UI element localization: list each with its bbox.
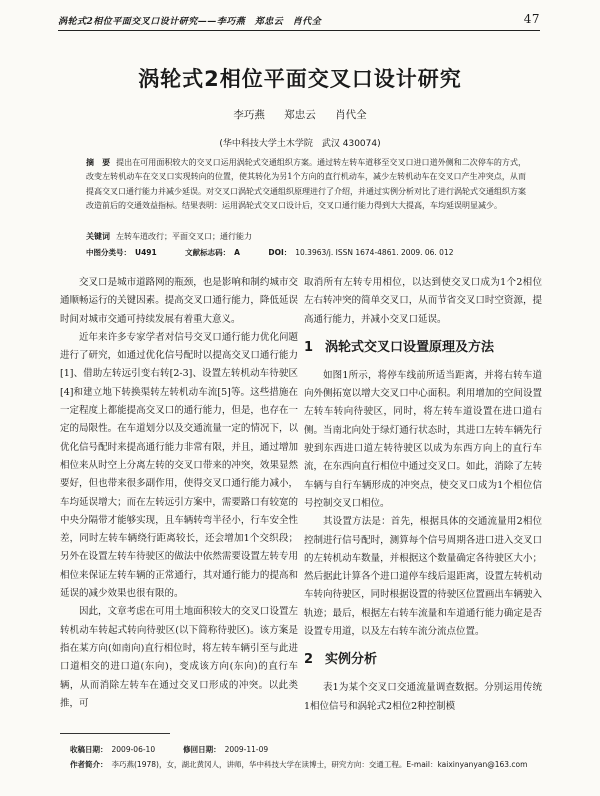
clc-value: U491 [135,248,157,257]
body-paragraph: 其设置方法是：首先，根据具体的交通流量用2相位控制进行信号配时，测算每个信号周期各进口进入交叉口的左转机动车数量，并根据这个数量确定各待驶区大小；然后据此计算各个进口道停车线后退距离，设置左转机动车转向待驶区，同时根据设置的待驶区位置画出车辆驶入轨迹；最后，根据左右转车流量和车道通行能力确定是否设置专用道，以及左右转车流分流点位置。 [304,516,542,638]
keywords [86,230,526,244]
author-2: 郑忠云 [284,109,316,121]
document-code [185,248,240,257]
abstract [86,156,526,213]
author-bio: 李巧燕(1978)，女，湖北黄冈人，讲师，华中科技大学在读博士，研究方向：交通工程。E-mail：kaixinyanyan@163.com [111,760,528,769]
running-head-title: 涡轮式2相位平面交叉口设计研究——李巧燕 郑忠云 肖代全 [58,17,322,27]
left-column [60,274,298,713]
doi-label: DOI： [268,248,292,257]
received-date: 2009-06-10 [111,745,156,754]
author-bio-label: 作者简介： [70,760,108,769]
revised-label: 修回日期： [183,745,221,754]
right-column [304,274,542,716]
abstract-label: 摘 要 [86,158,111,167]
body-paragraph: 取消所有左转专用相位，以达到使交叉口成为1个2相位左右转冲突的简单交叉口，从而节省交叉口时空资源，提高通行能力，并减小交叉口延误。 [304,277,542,325]
body-paragraph: 交叉口是城市道路网的瓶颈，也是影响和制约城市交通顺畅运行的关键因素。提高交叉口通行能力，降低延误时间对城市交通可持续发展有着重大意义。 [60,277,298,325]
author-3: 肖代全 [335,109,367,121]
author-1: 李巧燕 [233,109,265,121]
footnote-divider [60,733,170,734]
section-title: 实例分析 [325,652,378,668]
keywords-label: 关键词 [86,232,110,241]
section-number: 1 [304,339,314,355]
doi-value: 10.3963/j. ISSN 1674-4861. 2009. 06. 012 [295,248,454,257]
body-paragraph: 如图1所示，将停车线前所适当距离，并将右转车道向外侧拓宽以增大交叉口中心面积。利用增加的空间设置左转车转向待驶区，同时，将左转车道设置在进口道右侧。当南北向处于绿灯通行状态时，其进口左转车辆先行驶到东西进口道左转待驶区以成为东西方向上的直行车流，在东西向直行相位中通过交叉口。如此，消除了左转车辆与自行车辆形成的冲突点，使交叉口成为1个相位信号控制交叉口相位。 [304,369,542,509]
paper-title: 涡轮式2相位平面交叉口设计研究 [138,67,462,91]
body-paragraph: 近年来许多专家学者对信号交叉口通行能力优化问题进行了研究，如通过优化信号配时以提高交叉口通行能力[1]、借助左转远引变右转[2-3]、设置左转机动车待驶区[4]和建立地下转换渠转左转机动车流[5]等。这些措施在一定程度上都能提高交叉口的通行能力，但是，也存在一定的局限性。在车道划分以及交通流量一定的情况下，以优化信号配时来提高通行能力非常有限，并且，通过增加相位来从时空上分离左转的交叉口带来的冲突，效果显然要好，但也带来很多副作用，使得交叉口通行能力减小，车均延误增大；而在左转远引方案中，需要路口有较宽的中央分隔带才能够实现，且车辆转弯半径小，行车安全性差，同时左转车辆绕行距离较长，还会增加1个交织段；另外在设置左转车待驶区的做法中依然需要设置左转专用相位来保证左转车辆的正常通行，其对通行能力的提高和延误的减少效果也很有限的。 [60,331,298,600]
author-list [0,107,600,122]
section-title: 涡轮式交叉口设置原理及方法 [325,339,495,355]
footnote-dates [70,742,550,757]
doi [268,248,479,257]
footnote-author [70,757,550,772]
running-head [58,12,540,31]
section-heading [304,651,542,669]
section-heading [304,339,542,357]
doc-value: A [234,248,240,257]
page-number: 47 [523,12,540,26]
received-label: 收稿日期： [70,745,108,754]
abstract-text: 提出在可用面积较大的交叉口运用涡轮式交通组织方案。通过转左转车道移至交叉口进口道外侧和二次停车的方式，改变左转机动车在交叉口实现转向的位置，使其转化为另1个方向的直行机动车，减少左转机动车在交叉口产生冲突点，从而提高交叉口通行能力并减少延误。对交叉口涡轮式交通组织原理进行了介绍，并通过实例分析对比了进行涡轮式交通组织方案改造前后的交通效益指标。结果表明：运用涡轮式交叉口设计后，交叉口通行能力得到大大提高，车均延误明显减少。 [86,158,527,210]
clc-number [86,248,157,257]
keywords-text: 左转车道改行；平面交叉口；通行能力 [116,232,252,241]
clc-label: 中图分类号： [86,248,131,257]
section-number: 2 [304,652,314,668]
affiliation: (华中科技大学土木学院 武汉 430074) [219,139,381,149]
revised-date: 2009-11-09 [224,745,269,754]
body-paragraph: 表1为某个交叉口交通流量调查数据。分别运用传统1相位信号和涡轮式2相位2种控制模 [304,682,542,712]
body-paragraph: 因此，文章考虑在可用土地面积较大的交叉口设置左转机动车转起式转向待驶区(以下简称待驶区)。该方案是指在某方向(如南向)直行相位时，将左转车辆引至与此进口道相交的进口道(东向)，变成该方向(东向)的直行车辆，从而消除左转车在通过交叉口形成的冲突。以此类推，可 [60,606,298,709]
footnotes [70,742,550,772]
classification-meta [86,247,536,258]
doc-label: 文献标志码： [185,248,231,257]
